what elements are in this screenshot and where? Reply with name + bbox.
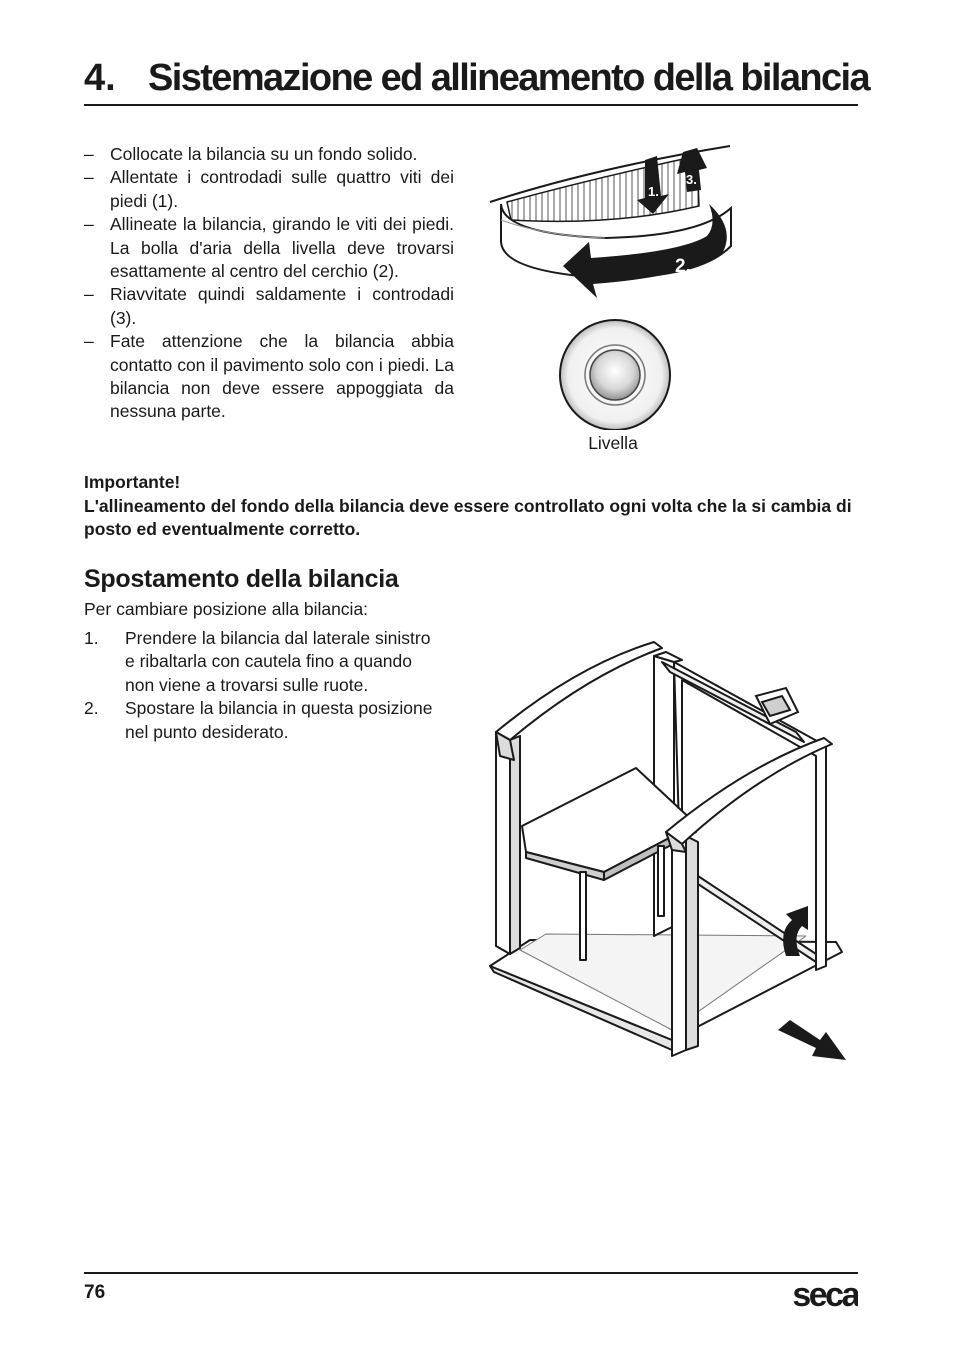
page-title <box>84 54 870 102</box>
step-text: Prendere la bilancia dal laterale sinistro e ribaltarla con cautela fino a quando non viene a trovarsi sulle ruote. <box>125 628 431 695</box>
brand-logo-text: seca <box>792 1276 858 1312</box>
seca-logo <box>776 1272 858 1312</box>
instruction-item: – Fate attenzione che la bilancia abbia contatto con il pavimento solo con i piedi. La bilancia non deve essere appoggiata da nessuna parte. <box>84 330 454 424</box>
foot-step-label: 2. <box>675 256 691 277</box>
step-text: Spostare la bilancia in questa posizione nel punto desiderato. <box>125 698 433 742</box>
instruction-item: – Riavvitate quindi saldamente i controdadi (3). <box>84 283 454 330</box>
step-number: 2. <box>84 698 99 719</box>
important-text: L'allineamento del fondo della bilancia deve essere controllato ogni volta che la si cambia di posto ed eventualmente corretto. <box>84 495 852 539</box>
page-number: 76 <box>84 1282 106 1303</box>
instruction-item: – Allentate i controdadi sulle quattro viti dei piedi (1). <box>84 166 454 213</box>
step-number: 1. <box>84 628 99 648</box>
moving-step <box>84 627 444 697</box>
important-heading: Importante! <box>84 472 181 492</box>
moving-step <box>84 697 444 744</box>
footer-rule <box>84 1272 858 1274</box>
instruction-item: – Allineate la bilancia, girando le viti dei piedi. La bolla d'aria della livella deve trovarsi esattamente al centro del cerchio (2). <box>84 213 454 283</box>
moving-intro: Per cambiare posizione alla bilancia: <box>84 599 369 619</box>
foot-step-label: 1. <box>648 184 659 199</box>
spirit-level-illustration <box>555 318 675 430</box>
scale-tilting-illustration <box>486 636 850 1064</box>
section-title: Sistemazione ed allineamento della bilancia <box>148 57 870 99</box>
header-rule <box>84 104 858 106</box>
instruction-list <box>84 143 454 424</box>
section-number: 4. <box>84 57 116 99</box>
moving-steps <box>84 627 444 744</box>
foot-step-label: 3. <box>686 172 697 187</box>
instruction-item: – Collocate la bilancia su un fondo solido. <box>84 143 454 166</box>
level-label: Livella <box>588 433 638 453</box>
moving-section-title: Spostamento della bilancia <box>84 565 399 593</box>
foot-adjustment-illustration <box>485 140 745 300</box>
important-notice <box>84 471 860 542</box>
